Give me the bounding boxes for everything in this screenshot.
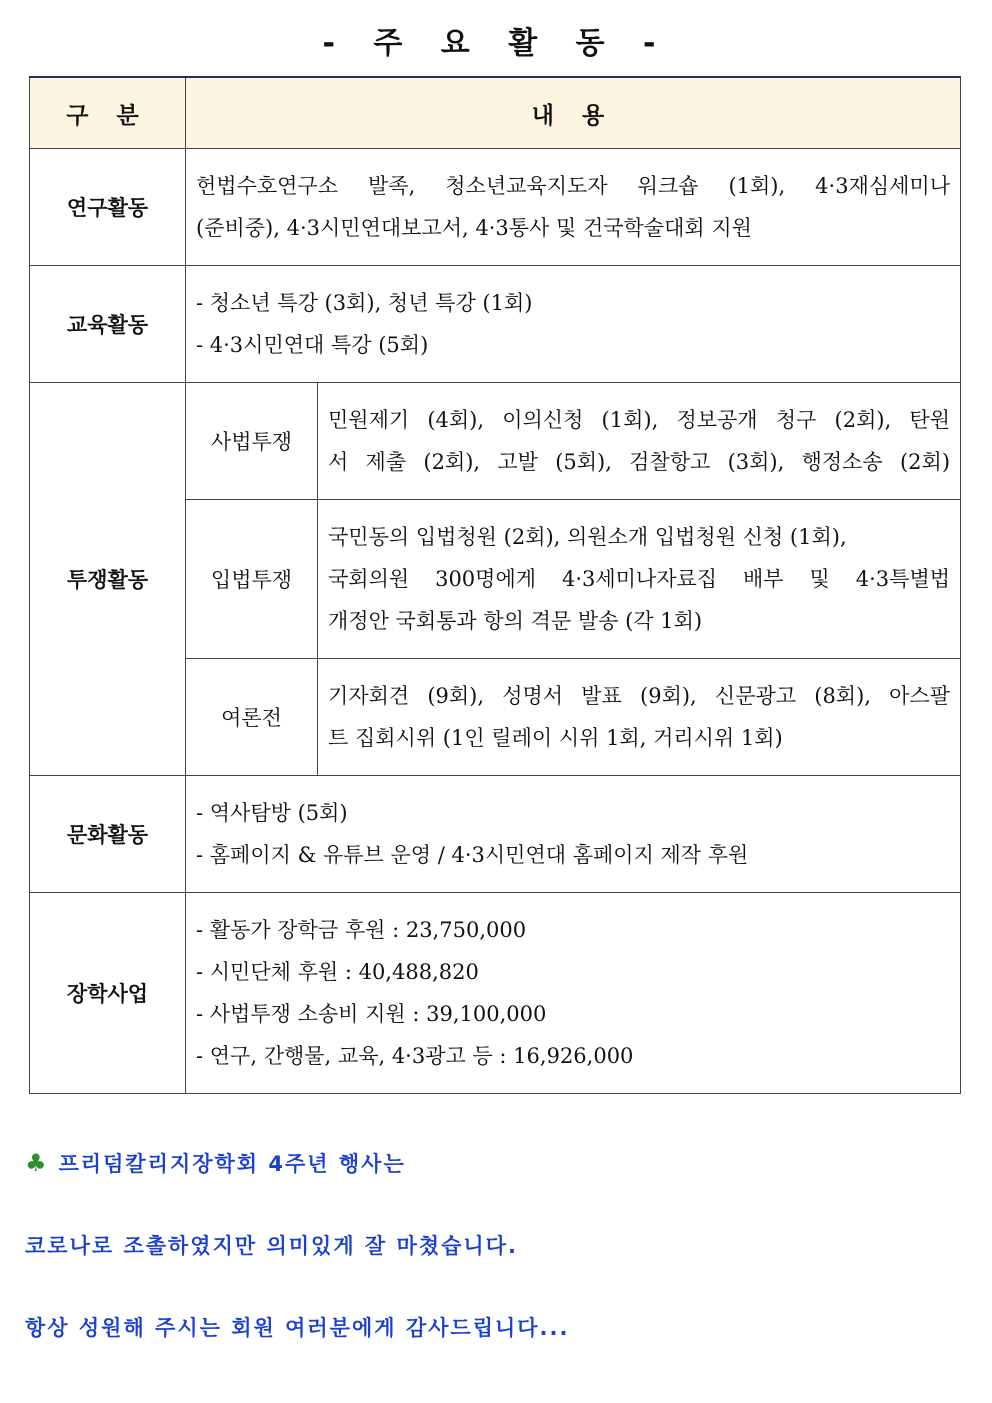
table-row: [30, 149, 961, 266]
content-line: - 연구, 간행물, 교육, 4·3광고 등 : 16,926,000: [196, 1044, 634, 1068]
table-row: [30, 383, 961, 500]
subcategory-opinion: 여론전: [186, 659, 318, 776]
judicial-content: [318, 383, 961, 500]
legislative-content: [318, 500, 961, 659]
table-header-row: [30, 77, 961, 149]
content-line: - 4·3시민연대 특강 (5회): [196, 333, 429, 357]
page-title: - 주 요 활 동 -: [322, 26, 670, 61]
content-line: 기자회견 (9회), 성명서 발표 (9회), 신문광고 (8회), 아스팔: [328, 684, 951, 708]
table-row: [30, 893, 961, 1094]
header-category: 구 분: [30, 77, 186, 149]
content-line: (준비중), 4·3시민연대보고서, 4·3통사 및 건국학술대회 지원: [196, 216, 752, 240]
content-line: 국회의원 300명에게 4·3세미나자료집 배부 및 4·3특별법: [328, 567, 951, 591]
content-line: - 홈페이지 & 유튜브 운영 / 4·3시민연대 홈페이지 제작 후원: [196, 843, 749, 867]
culture-content: [186, 776, 961, 893]
table-row: [30, 266, 961, 383]
note-line: 항상 성원해 주시는 회원 여러분에게 감사드립니다...: [25, 1316, 570, 1340]
content-line: - 청소년 특강 (3회), 청년 특강 (1회): [196, 291, 533, 315]
content-line: 국민동의 입법청원 (2회), 의원소개 입법청원 신청 (1회),: [328, 525, 847, 549]
category-scholarship: 장학사업: [30, 893, 186, 1094]
content-line: 헌법수호연구소 발족, 청소년교육지도자 워크숍 (1회), 4·3재심세미나: [196, 174, 951, 198]
research-content: [186, 149, 961, 266]
activities-table: [29, 76, 961, 1094]
note-line: 코로나로 조촐하였지만 의미있게 잘 마쳤습니다.: [25, 1234, 518, 1258]
subcategory-judicial: 사법투쟁: [186, 383, 318, 500]
content-line: 민원제기 (4회), 이의신청 (1회), 정보공개 청구 (2회), 탄원: [328, 408, 951, 432]
club-icon: ♣: [25, 1149, 49, 1177]
note-text: 프리덤칼리지장학회 4주년 행사는: [58, 1152, 406, 1176]
content-line: - 시민단체 후원 : 40,488,820: [196, 960, 479, 984]
note-line: [25, 1148, 406, 1178]
content-line: - 사법투쟁 소송비 지원 : 39,100,000: [196, 1002, 547, 1026]
category-research: 연구활동: [30, 149, 186, 266]
content-line: 서 제출 (2회), 고발 (5회), 검찰항고 (3회), 행정소송 (2회): [328, 450, 951, 474]
subcategory-legislative: 입법투쟁: [186, 500, 318, 659]
content-line: 트 집회시위 (1인 릴레이 시위 1회, 거리시위 1회): [328, 726, 783, 750]
scholarship-content: [186, 893, 961, 1094]
content-line: 개정안 국회통과 항의 격문 발송 (각 1회): [328, 609, 703, 633]
content-line: - 활동가 장학금 후원 : 23,750,000: [196, 918, 527, 942]
category-struggle: 투쟁활동: [30, 383, 186, 776]
content-line: - 역사탐방 (5회): [196, 801, 348, 825]
table-row: [30, 776, 961, 893]
opinion-content: [318, 659, 961, 776]
header-content: 내 용: [186, 77, 961, 149]
category-education: 교육활동: [30, 266, 186, 383]
category-culture: 문화활동: [30, 776, 186, 893]
education-content: [186, 266, 961, 383]
